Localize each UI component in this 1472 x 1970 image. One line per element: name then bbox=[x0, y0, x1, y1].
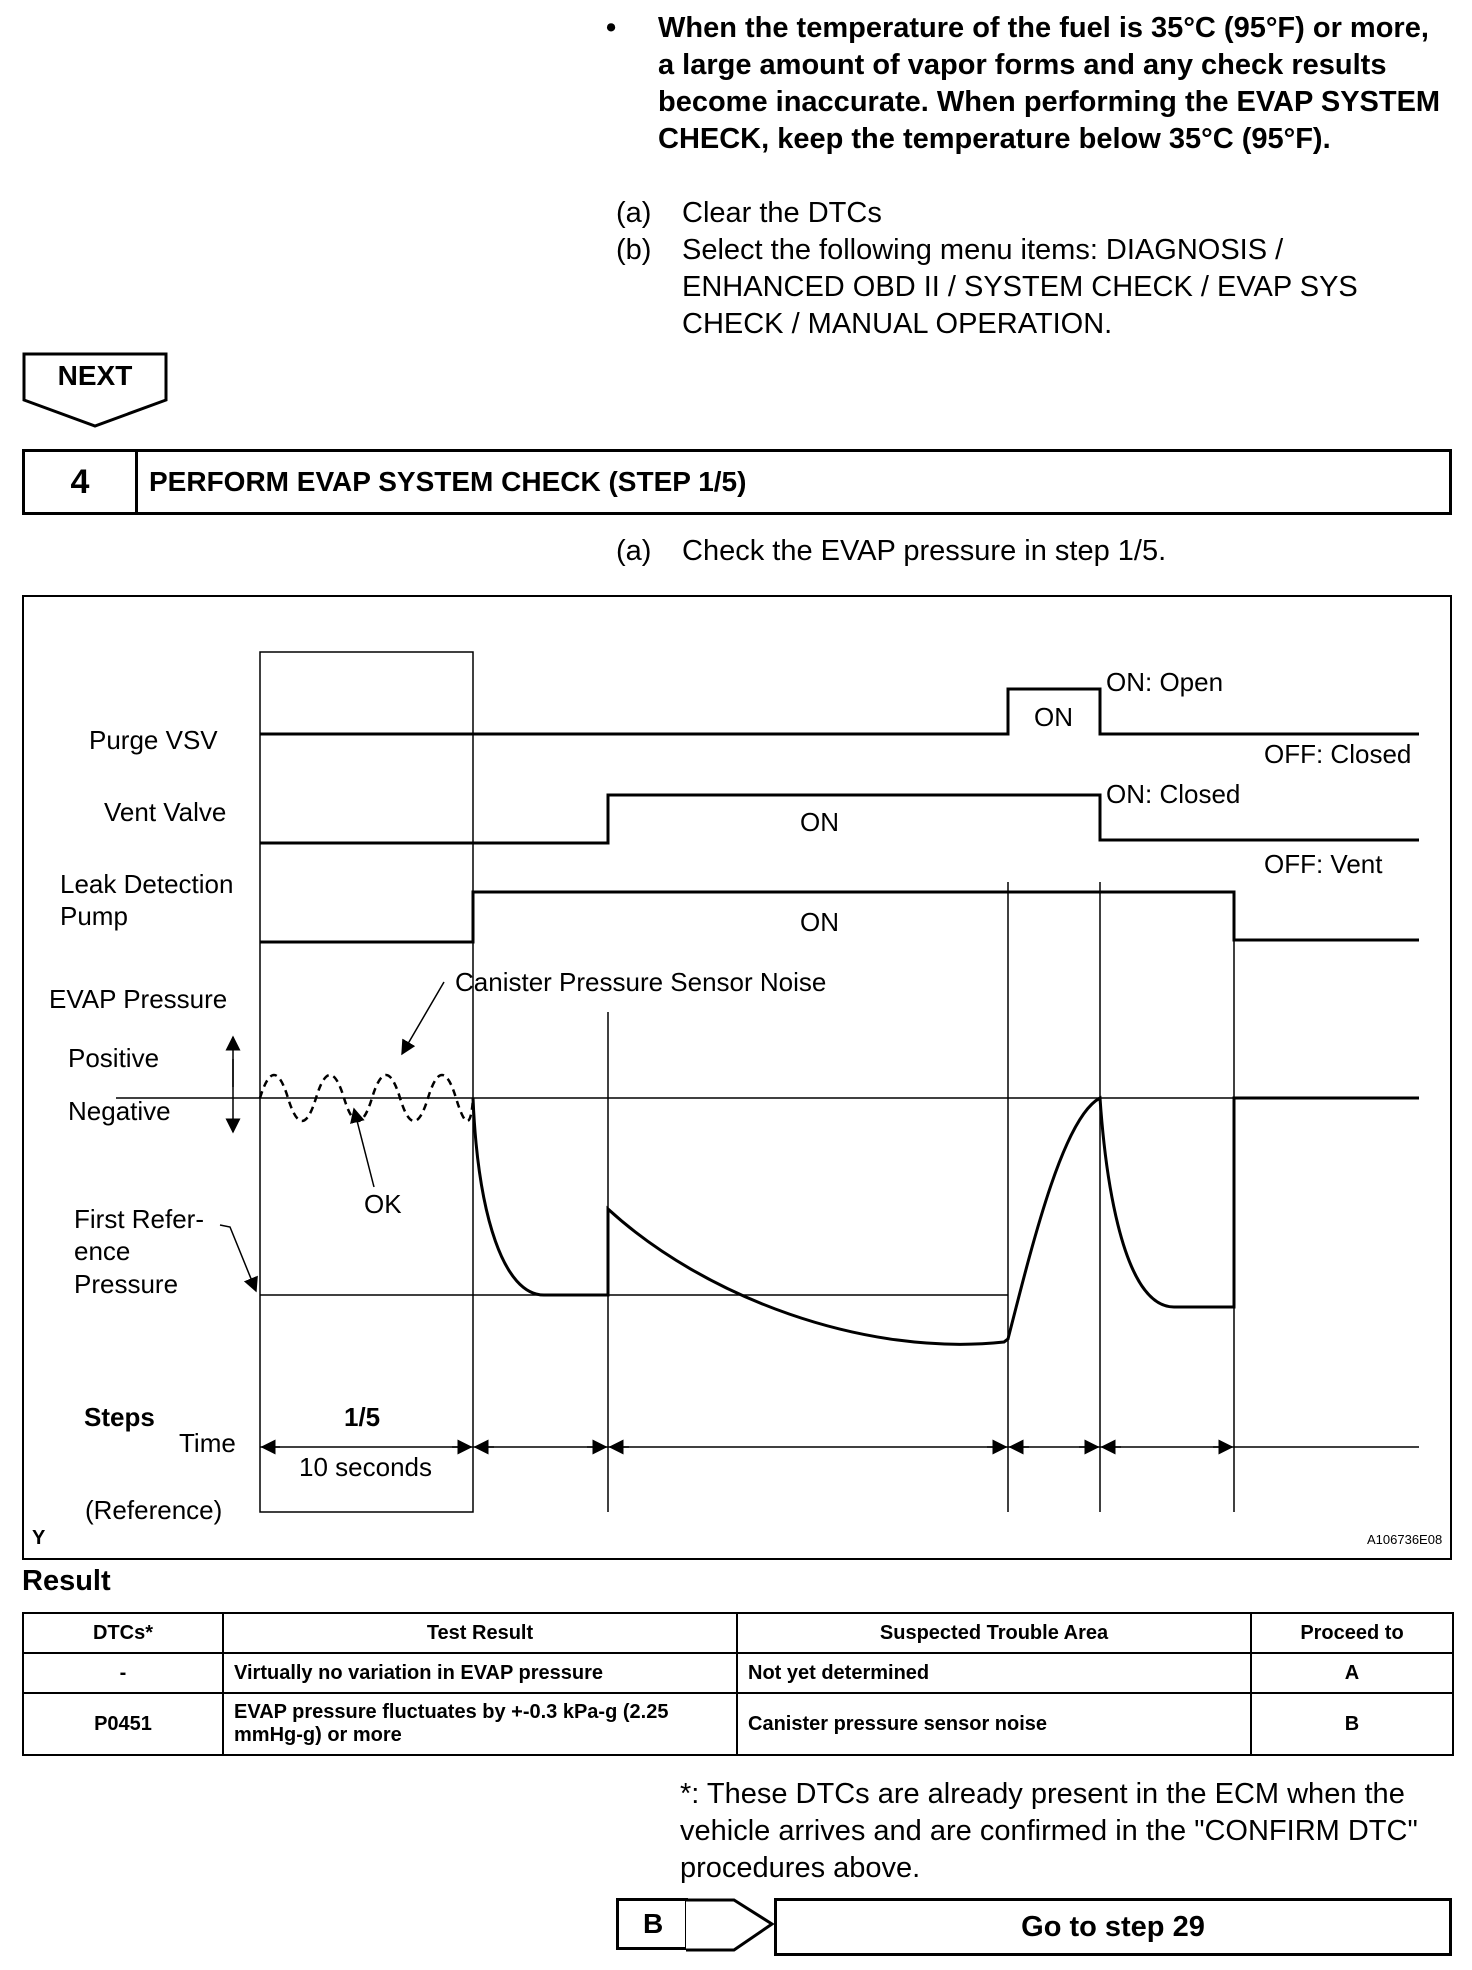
pre-step-b bbox=[616, 232, 1416, 343]
purge-vsv-label: Purge VSV bbox=[89, 725, 218, 755]
evap-pressure-trace bbox=[473, 1098, 1419, 1344]
timing-diagram bbox=[22, 595, 1452, 1560]
corner-mark: Y bbox=[32, 1527, 46, 1549]
pump-on-label: ON bbox=[800, 907, 839, 937]
purge-on-label: ON bbox=[1034, 702, 1073, 732]
cell-dtc: P0451 bbox=[23, 1693, 223, 1755]
ok-leader bbox=[354, 1109, 374, 1187]
result-title: Result bbox=[22, 1565, 111, 1597]
cell-test-result: Virtually no variation in EVAP pressure bbox=[223, 1653, 737, 1693]
reference-label: (Reference) bbox=[85, 1495, 223, 1525]
vent-on-label: ON bbox=[800, 807, 839, 837]
ok-label: OK bbox=[364, 1189, 402, 1219]
evap-pressure-label: EVAP Pressure bbox=[49, 984, 228, 1014]
col-header-proceed: Proceed to bbox=[1251, 1613, 1453, 1653]
first-reference-label-3: Pressure bbox=[74, 1269, 179, 1299]
next-label: NEXT bbox=[57, 360, 133, 391]
steps-label: Steps bbox=[84, 1402, 155, 1432]
first-reference-label-2: ence bbox=[74, 1236, 131, 1266]
table-row bbox=[23, 1653, 1453, 1693]
off-closed-label: OFF: Closed bbox=[1264, 739, 1412, 769]
pre-step-a bbox=[616, 195, 1446, 232]
caution-note bbox=[606, 10, 1446, 158]
footnote: *: These DTCs are already present in the ECM when the vehicle arrives and are confirmed in the "CONFIRM DTC" procedures above. bbox=[680, 1778, 1418, 1884]
cell-trouble-area: Canister pressure sensor noise bbox=[737, 1693, 1251, 1755]
result-b-label: B bbox=[616, 1898, 688, 1950]
pump-waveform bbox=[260, 892, 1419, 942]
step-sub-a-label: (a) bbox=[616, 535, 652, 567]
pre-step-a-label: (a) bbox=[616, 197, 652, 229]
negative-label: Negative bbox=[68, 1096, 171, 1126]
result-table bbox=[22, 1612, 1454, 1756]
goto-step-29-link[interactable]: Go to step 29 bbox=[774, 1898, 1452, 1956]
bullet-marker: • bbox=[606, 12, 617, 44]
pre-step-b-label: (b) bbox=[616, 234, 652, 266]
vent-valve-label: Vent Valve bbox=[104, 797, 227, 827]
next-arrow bbox=[22, 352, 168, 433]
table-row bbox=[23, 1693, 1453, 1755]
step-header bbox=[22, 449, 1452, 515]
purge-vsv-waveform bbox=[260, 689, 1419, 734]
pump-label-2: Pump bbox=[60, 901, 128, 931]
time-label: Time bbox=[179, 1428, 236, 1458]
goto-arrow-icon bbox=[684, 1894, 776, 1956]
off-vent-label: OFF: Vent bbox=[1264, 849, 1383, 879]
on-closed-label: ON: Closed bbox=[1106, 779, 1241, 809]
noise-label: Canister Pressure Sensor Noise bbox=[455, 967, 827, 997]
step-number: 4 bbox=[25, 452, 138, 512]
timing-diagram-graphics bbox=[24, 597, 1454, 1562]
vent-valve-waveform bbox=[260, 795, 1419, 843]
step-sub-a-text: Check the EVAP pressure in step 1/5. bbox=[682, 535, 1167, 567]
positive-label: Positive bbox=[68, 1043, 160, 1073]
noise-leader bbox=[402, 982, 444, 1054]
cell-dtc: - bbox=[23, 1653, 223, 1693]
caution-text: When the temperature of the fuel is 35°C (95°F) or more, a large amount of vapor forms and any check results become inaccurate. When performing the EVAP SYSTEM CHECK, keep the temperature below 35°C (95°F). bbox=[658, 12, 1441, 155]
ten-seconds-label: 10 seconds bbox=[299, 1452, 432, 1482]
cell-trouble-area: Not yet determined bbox=[737, 1653, 1251, 1693]
step-title: PERFORM EVAP SYSTEM CHECK (STEP 1/5) bbox=[149, 466, 747, 497]
pump-label-1: Leak Detection bbox=[60, 869, 234, 899]
pre-step-a-text: Clear the DTCs bbox=[682, 197, 882, 229]
pre-step-b-text: Select the following menu items: DIAGNOSIS / ENHANCED OBD II / SYSTEM CHECK / EVAP SYS CHECK / MANUAL OPERATION. bbox=[682, 234, 1358, 340]
step-value-label: 1/5 bbox=[344, 1402, 381, 1432]
cell-proceed: A bbox=[1251, 1653, 1453, 1693]
cell-test-result: EVAP pressure fluctuates by +-0.3 kPa-g (2.25 mmHg-g) or more bbox=[223, 1693, 737, 1755]
first-reference-leader bbox=[220, 1225, 256, 1291]
first-reference-label-1: First Refer- bbox=[74, 1204, 204, 1234]
step-sub-a bbox=[616, 533, 1446, 570]
table-header-row bbox=[23, 1613, 1453, 1653]
col-header-trouble-area: Suspected Trouble Area bbox=[737, 1613, 1251, 1653]
col-header-test-result: Test Result bbox=[223, 1613, 737, 1653]
step-window-box bbox=[260, 652, 473, 1512]
cell-proceed: B bbox=[1251, 1693, 1453, 1755]
figure-code: A106736E08 bbox=[1367, 1532, 1443, 1547]
on-open-label: ON: Open bbox=[1106, 667, 1224, 697]
col-header-dtcs: DTCs* bbox=[23, 1613, 223, 1653]
